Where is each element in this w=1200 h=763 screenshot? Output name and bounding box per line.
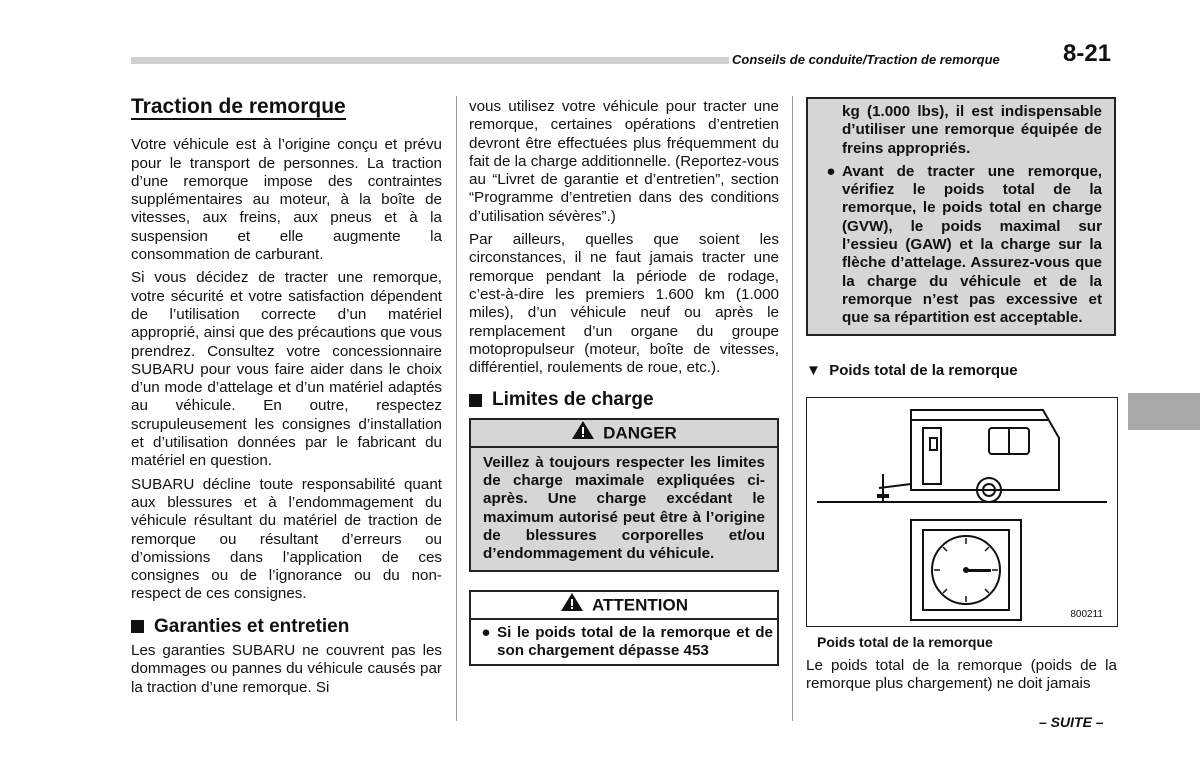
subsection-heading-text: Garanties et entretien (154, 615, 350, 637)
danger-label: DANGER (603, 423, 677, 443)
bullet-text: Si le poids total de la remorque et de son chargement dépasse 453 (497, 623, 773, 659)
running-header-title: Conseils de conduite/Traction de remorque (732, 52, 1000, 67)
paragraph: Par ailleurs, quelles que soient les circonstances, il ne faut jamais tracter une remorque pendant la période de rodage, c’est-à-dire les premiers 1.600 km (1.000 miles), d’un véhicule neuf ou après le remplacement d’un organe du groupe motopropulseur (moteur, boîte de vitesses, différentiel, roulements de roue, etc.). (469, 231, 779, 377)
down-triangle-icon: ▼ (806, 361, 821, 379)
column-rule-1 (456, 96, 457, 721)
continued-text: kg (1.000 lbs), il est indispensable d’utiliser une remorque équipée de freins appropriés. (842, 103, 1102, 157)
column-rule-2 (792, 96, 793, 721)
figure-code: 800211 (1070, 609, 1103, 620)
square-bullet-icon (131, 620, 144, 633)
paragraph: Les garanties SUBARU ne couvrent pas les dommages ou pannes du véhicule causés par la traction d’une remorque. Si (131, 642, 442, 696)
trailer-weight-figure (806, 397, 1118, 627)
bullet-item (820, 163, 1102, 328)
square-bullet-icon (469, 394, 482, 407)
bullet-item (475, 624, 773, 661)
trailer-scale-illustration (807, 398, 1117, 626)
paragraph: Votre véhicule est à l’origine conçu et prévu pour le transport de personnes. La traction d’une remorque impose des contraintes supplémentaires au moteur, à la boîte de vitesses, aux freins, aux pneus et à la suspension et elle augmente la consommation de carburant. (131, 136, 442, 264)
subsection-heading-text: Limites de charge (492, 389, 654, 411)
warning-triangle-icon (571, 420, 595, 448)
subsection-heading (469, 391, 779, 409)
paragraph: vous utilisez votre véhicule pour tracter une remorque, certaines opérations d’entretien devront être effectuées plus fréquemment du fait de la charge additionnelle. (Reportez-vous au “Livret de garantie et d’entretien”, section “Programme d’entretien dans des conditions d’utilisation sévères”.) (469, 98, 779, 225)
attention-body (469, 620, 779, 667)
section-heading: Traction de remorque (131, 98, 346, 120)
column-3 (806, 97, 1116, 385)
column-2 (469, 98, 779, 666)
attention-label: ATTENTION (591, 595, 688, 615)
subsection-heading (131, 615, 442, 637)
danger-header (469, 418, 779, 448)
bullet-icon: ● (481, 623, 491, 641)
attention-continued-box (806, 97, 1116, 336)
warning-triangle-icon (560, 592, 584, 620)
figure-subheading (806, 362, 1116, 380)
paragraph: Si vous décidez de tracter une remorque, votre sécurité et votre satisfaction dépendent de l’utilisation correcte d’un matériel approprié, ainsi que des précautions que vous prendrez. Consultez votre concessionnaire SUBARU pour vous faire aider dans le choix d’un mode d’attelage et d’un matériel adaptés au véhicule. En outre, respectez scrupuleusement les consignes d’installation et d’utilisation données par le fabricant du matériel en question. (131, 269, 442, 470)
column-1 (131, 95, 442, 702)
column-3-bottom (806, 657, 1117, 699)
paragraph: SUBARU décline toute responsabilité quant aux blessures et à l’endommagement du véhicule résultant du matériel de traction de remorque ou résultant d’erreurs ou d’omissions dans l’application de ces consignes ou de l’ignorance ou du non-respect de ces consignes. (131, 475, 442, 603)
chapter-tab (1128, 393, 1200, 430)
header-bar (131, 57, 729, 64)
attention-header (469, 590, 779, 620)
figure-caption: Poids total de la remorque (817, 634, 993, 650)
figure-subheading-text: Poids total de la remorque (829, 361, 1018, 379)
danger-text: Veillez à toujours respecter les limites de charge maximale expliquées ci-après. Une charge excédant le maximum autorisé peut être à l’origine de blessures corporelles et/ou d’endommagement du véhicule. (469, 448, 779, 572)
bullet-text: Avant de tracter une remorque, vérifiez le poids total de la remorque, le poids total en charge (GVW), le poids maximal sur l’essieu (GAW) et la charge sur la flèche d’attelage. Assurez-vous que la charge du véhicule et de la remorque n’est pas excessive et que sa répartition est acceptable. (842, 162, 1102, 327)
bullet-icon: ● (826, 162, 836, 180)
page-number: 8-21 (1063, 40, 1112, 67)
continued-marker: – SUITE – (1039, 714, 1104, 730)
paragraph: Le poids total de la remorque (poids de la remorque plus chargement) ne doit jamais (806, 657, 1117, 693)
